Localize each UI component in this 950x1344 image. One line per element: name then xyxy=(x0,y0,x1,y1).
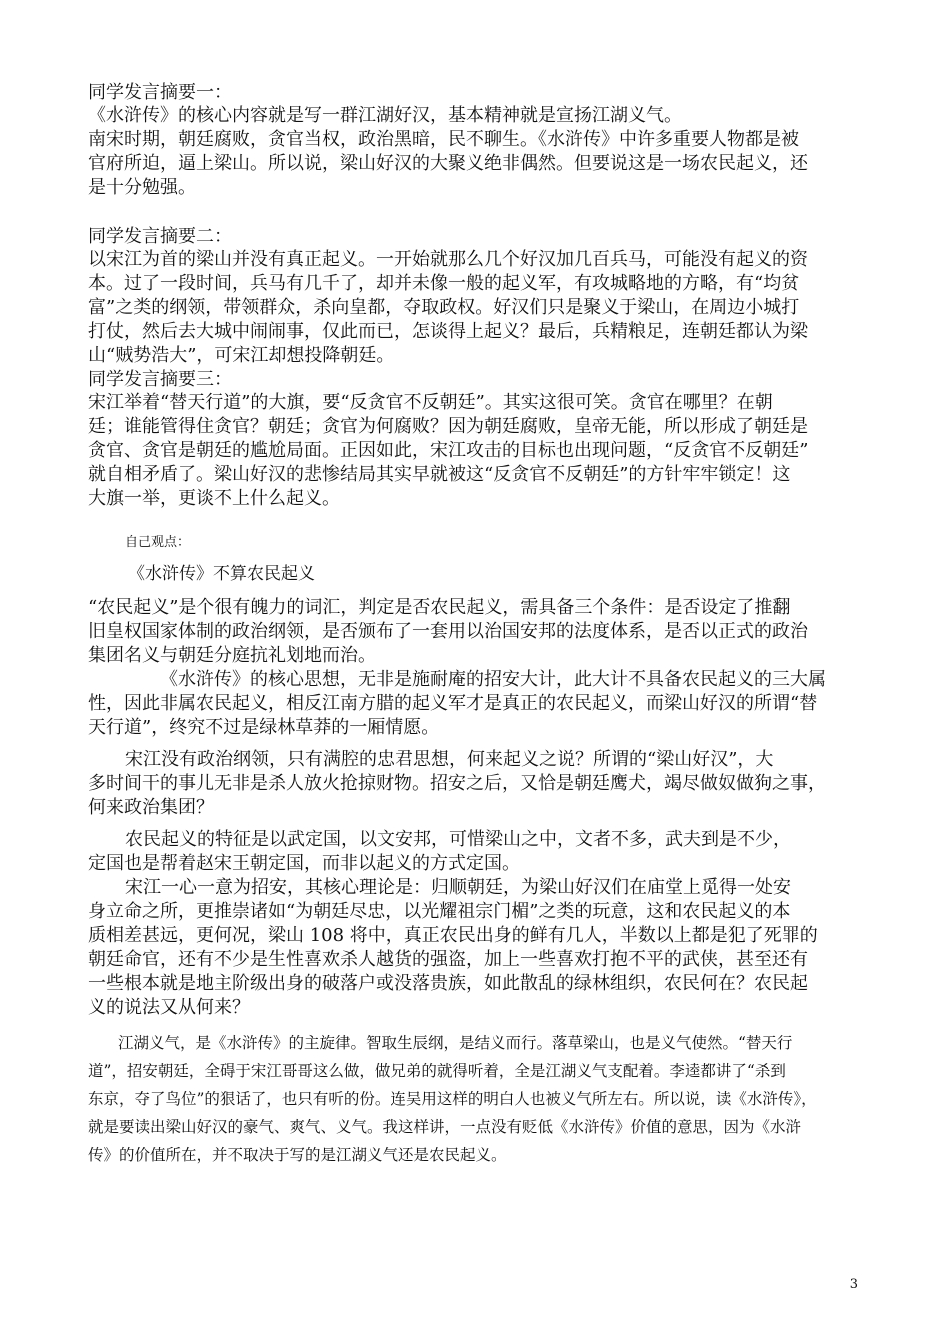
text-line: 农民起义的特征是以武定国，以文安邦，可惜梁山之中，文者不多，武夫到是不少， xyxy=(125,829,791,850)
text-line: 官府所迫，逼上梁山。所以说，梁山好汉的大聚义绝非偶然。但要说这是一场农民起义，还 xyxy=(88,153,808,174)
text-line: 一些根本就是地主阶级出身的破落户或没落贵族，如此散乱的绿林组织，农民何在？农民起 xyxy=(88,973,808,994)
text-line: 宋江举着“替天行道”的大旗，要“反贪官不反朝廷”。其实这很可笑。贪官在哪里？在朝 xyxy=(88,392,773,413)
text-line: 《水浒传》不算农民起义 xyxy=(128,564,315,584)
text-line: 自己观点： xyxy=(125,535,191,550)
text-line: 就是要读出梁山好汉的豪气、爽气、义气。我这样讲，一点没有贬低《水浒传》价值的意思，因为《水浒 xyxy=(88,1118,802,1136)
text-line: 同学发言摘要三： xyxy=(88,369,232,390)
text-line: 定国也是帮着赵宋王朝定国，而非以起义的方式定国。 xyxy=(88,853,520,874)
text-line: 贪官、贪官是朝廷的尴尬局面。正因如此，宋江攻击的目标也出现问题，“反贪官不反朝廷” xyxy=(88,440,809,461)
text-line: 南宋时期，朝廷腐败，贪官当权，政治黑暗，民不聊生。《水浒传》中许多重要人物都是被 xyxy=(88,129,799,150)
text-line: 道”，招安朝廷，全碍于宋江哥哥这么做，做兄弟的就得听着，全是江湖义气支配着。李逵都讲了“杀到 xyxy=(88,1062,786,1080)
text-line: 是十分勉强。 xyxy=(88,177,196,198)
text-line: 富”之类的纲领，带领群众，杀向皇都，夺取政权。好汉们只是聚义于梁山，在周边小城打 xyxy=(88,297,800,318)
text-line: 本。过了一段时间，兵马有几千了，却并未像一般的起义军，有攻城略地的方略，有“均贫 xyxy=(88,273,800,294)
text-line: “农民起义”是个很有魄力的词汇，判定是否农民起义，需具备三个条件：是否设定了推翻 xyxy=(88,597,791,618)
text-line: 天行道”，终究不过是绿林草莽的一厢情愿。 xyxy=(88,717,440,738)
text-line: 山“贼势浩大”，可宋江却想投降朝廷。 xyxy=(88,345,395,366)
text-line: 旧皇权国家体制的政治纲领，是否颁布了一套用以治国安邦的法度体系，是否以正式的政治 xyxy=(88,621,808,642)
text-line: 以宋江为首的梁山并没有真正起义。一开始就那么几个好汉加几百兵马，可能没有起义的资 xyxy=(88,249,808,270)
text-line: 打仗，然后去大城中闹闹事，仅此而已，怎谈得上起义？最后，兵精粮足，连朝廷都认为梁 xyxy=(88,321,808,342)
text-line: 集团名义与朝廷分庭抗礼划地而治。 xyxy=(88,645,376,666)
text-line: 质相差甚远，更何况，梁山 108 将中，真正农民出身的鲜有几人，半数以上都是犯了死罪的 xyxy=(88,925,818,946)
text-line: 何来政治集团？ xyxy=(88,797,214,818)
text-line: 性，因此非属农民起义，相反江南方腊的起义军才是真正的农民起义，而梁山好汉的所谓“替 xyxy=(88,693,818,714)
text-line: 传》的价值所在，并不取决于写的是江湖义气还是农民起义。 xyxy=(88,1146,507,1164)
text-line: 大旗一举，更谈不上什么起义。 xyxy=(88,488,340,509)
text-line: 宋江一心一意为招安，其核心理论是：归顺朝廷，为梁山好汉们在庙堂上觅得一处安 xyxy=(125,877,791,898)
page-number: 3 xyxy=(849,1277,858,1292)
text-line: 廷；谁能管得住贪官？朝廷；贪官为何腐败？因为朝廷腐败，皇帝无能，所以形成了朝廷是 xyxy=(88,416,808,437)
text-line: 朝廷命官，还有不少是生性喜欢杀人越货的强盗，加上一些喜欢打抱不平的武侠，甚至还有 xyxy=(88,949,808,970)
text-line: 义的说法又从何来？ xyxy=(88,997,250,1018)
text-line: 就自相矛盾了。梁山好汉的悲惨结局其实早就被这“反贪官不反朝廷”的方针牢牢锁定！这 xyxy=(88,464,791,485)
text-line: 江湖义气，是《水浒传》的主旋律。智取生辰纲，是结义而行。落草梁山，也是义气使然。“替天行 xyxy=(118,1034,793,1052)
text-line: 《水浒传》的核心内容就是写一群江湖好汉，基本精神就是宣扬江湖义气。 xyxy=(88,105,682,126)
text-line: 同学发言摘要二： xyxy=(88,226,232,247)
text-line: 多时间干的事儿无非是杀人放火抢掠财物。招安之后，又恰是朝廷鹰犬，竭尽做奴做狗之事， xyxy=(88,773,826,794)
text-line: 同学发言摘要一： xyxy=(88,82,232,103)
text-line: 宋江没有政治纲领，只有满腔的忠君思想，何来起义之说？所谓的“梁山好汉”，大 xyxy=(125,749,774,770)
text-line: 《水浒传》的核心思想，无非是施耐庵的招安大计，此大计不具备农民起义的三大属 xyxy=(160,669,826,690)
text-line: 身立命之所，更推崇诸如“为朝廷尽忠，以光耀祖宗门楣”之类的玩意，这和农民起义的本 xyxy=(88,901,791,922)
text-line: 东京，夺了鸟位”的狠话了，也只有听的份。连吴用这样的明白人也被义气所左右。所以说，读《水浒传》， xyxy=(88,1090,817,1108)
